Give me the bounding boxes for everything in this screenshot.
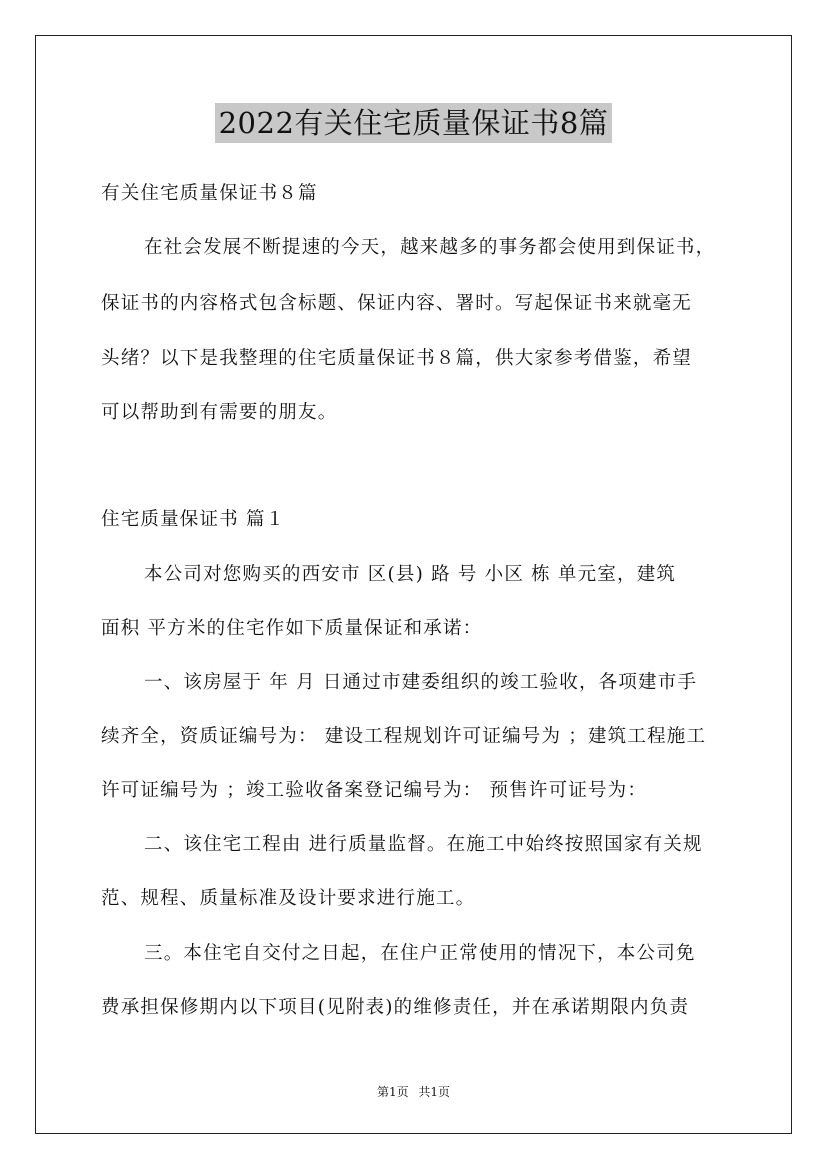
paragraph-line: 本公司对您购买的西安市 区(县) 路 号 小区 栋 单元室，建筑	[144, 564, 677, 585]
subtitle-line: 有关住宅质量保证书８篇	[101, 183, 318, 204]
paragraph-line: 保证书的内容格式包含标题、保证内容、署时。写起保证书来就毫无	[101, 293, 693, 314]
paragraph-line: 二、该住宅工程由 进行质量监督。在施工中始终按照国家有关规	[144, 834, 703, 855]
paragraph-line: 头绪？以下是我整理的住宅质量保证书８篇，供大家参考借鉴，希望	[101, 348, 693, 369]
page-total: 共1页	[418, 1085, 451, 1099]
title-container	[0, 103, 827, 143]
paragraph-line: 续齐全，资质证编号为： 建设工程规划许可证编号为 ；建筑工程施工	[101, 726, 707, 747]
paragraph-line: 费承担保修期内以下项目(见附表)的维修责任，并在承诺期限内负责	[101, 997, 690, 1018]
page-footer	[0, 1084, 827, 1100]
paragraph-line: 在社会发展不断提速的今天，越来越多的事务都会使用到保证书，	[144, 237, 716, 258]
document-title: 2022有关住宅质量保证书8篇	[215, 103, 613, 143]
paragraph-line: 三。本住宅自交付之日起，在住户正常使用的情况下，本公司免	[144, 943, 696, 964]
page-number: 第1页	[376, 1085, 409, 1099]
paragraph-line: 许可证编号为 ；竣工验收备案登记编号为： 预售许可证号为：	[101, 780, 648, 801]
paragraph-line: 可以帮助到有需要的朋友。	[101, 402, 338, 423]
section-heading: 住宅质量保证书 篇１	[101, 509, 286, 530]
paragraph-line: 面积 平方米的住宅作如下质量保证和承诺：	[101, 618, 483, 639]
paragraph-line: 范、规程、质量标准及设计要求进行施工。	[101, 888, 476, 909]
paragraph-line: 一、该房屋于 年 月 日通过市建委组织的竣工验收，各项建市手	[144, 672, 698, 693]
